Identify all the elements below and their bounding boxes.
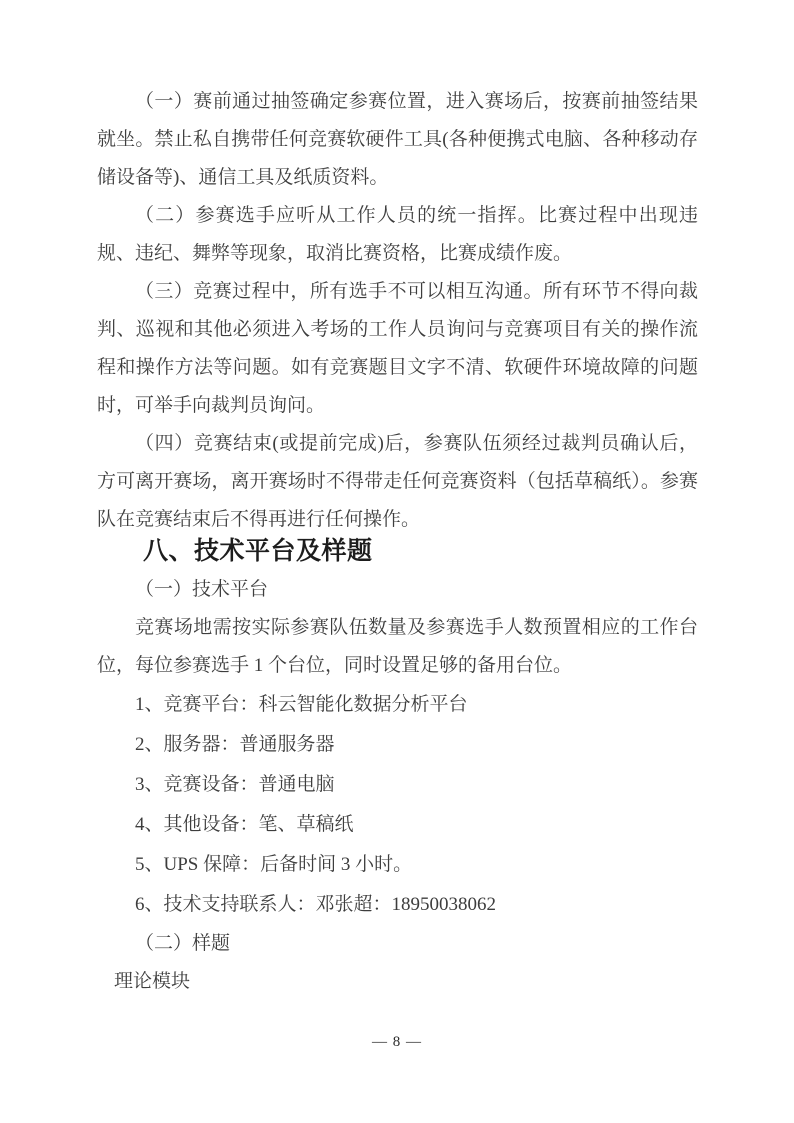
rule-paragraph-2: （二）参赛选手应听从工作人员的统一指挥。比赛过程中出现违规、违纪、舞弊等现象，取消比赛资格，比赛成绩作废。 <box>97 205 698 264</box>
subsection-platform-label: （一）技术平台 <box>135 579 269 600</box>
platform-item-4: 4、其他设备：笔、草稿纸 <box>135 814 354 835</box>
platform-item-5: 5、UPS 保障：后备时间 3 小时。 <box>135 854 413 875</box>
section-heading: 八、技术平台及样题 <box>143 537 373 565</box>
subsection-sample-label: （二）样题 <box>135 933 231 954</box>
rule-paragraph-3: （三）竞赛过程中，所有选手不可以相互沟通。所有环节不得向裁判、巡视和其他必须进入考场的工作人员询问与竞赛项目有关的操作流程和操作方法等问题。如有竞赛题目文字不清、软硬件环境故障的问题时，可举手向裁判员询问。 <box>97 281 698 416</box>
platform-item-6: 6、技术支持联系人：邓张超：18950038062 <box>135 894 497 915</box>
rule-paragraph-4: （四）竞赛结束(或提前完成)后，参赛队伍须经过裁判员确认后，方可离开赛场，离开赛场时不得带走任何竞赛资料（包括草稿纸）。参赛队在竞赛结束后不得再进行任何操作。 <box>97 433 698 530</box>
platform-item-3: 3、竞赛设备：普通电脑 <box>135 774 335 795</box>
module-label: 理论模块 <box>114 971 191 992</box>
rule-paragraph-1: （一）赛前通过抽签确定参赛位置，进入赛场后，按赛前抽签结果就坐。禁止私自携带任何竞赛软硬件工具(各种便携式电脑、各种移动存储设备等)、通信工具及纸质资料。 <box>97 91 698 188</box>
platform-item-2: 2、服务器：普通服务器 <box>135 734 335 755</box>
document-body <box>97 83 698 1001</box>
page-footer <box>0 1032 794 1052</box>
platform-intro-paragraph: 竞赛场地需按实际参赛队伍数量及参赛选手人数预置相应的工作台位，每位参赛选手 1 个台位，同时设置足够的备用台位。 <box>97 617 698 676</box>
platform-item-1: 1、竞赛平台：科云智能化数据分析平台 <box>135 694 468 715</box>
page-number: — 8 — <box>372 1034 422 1050</box>
